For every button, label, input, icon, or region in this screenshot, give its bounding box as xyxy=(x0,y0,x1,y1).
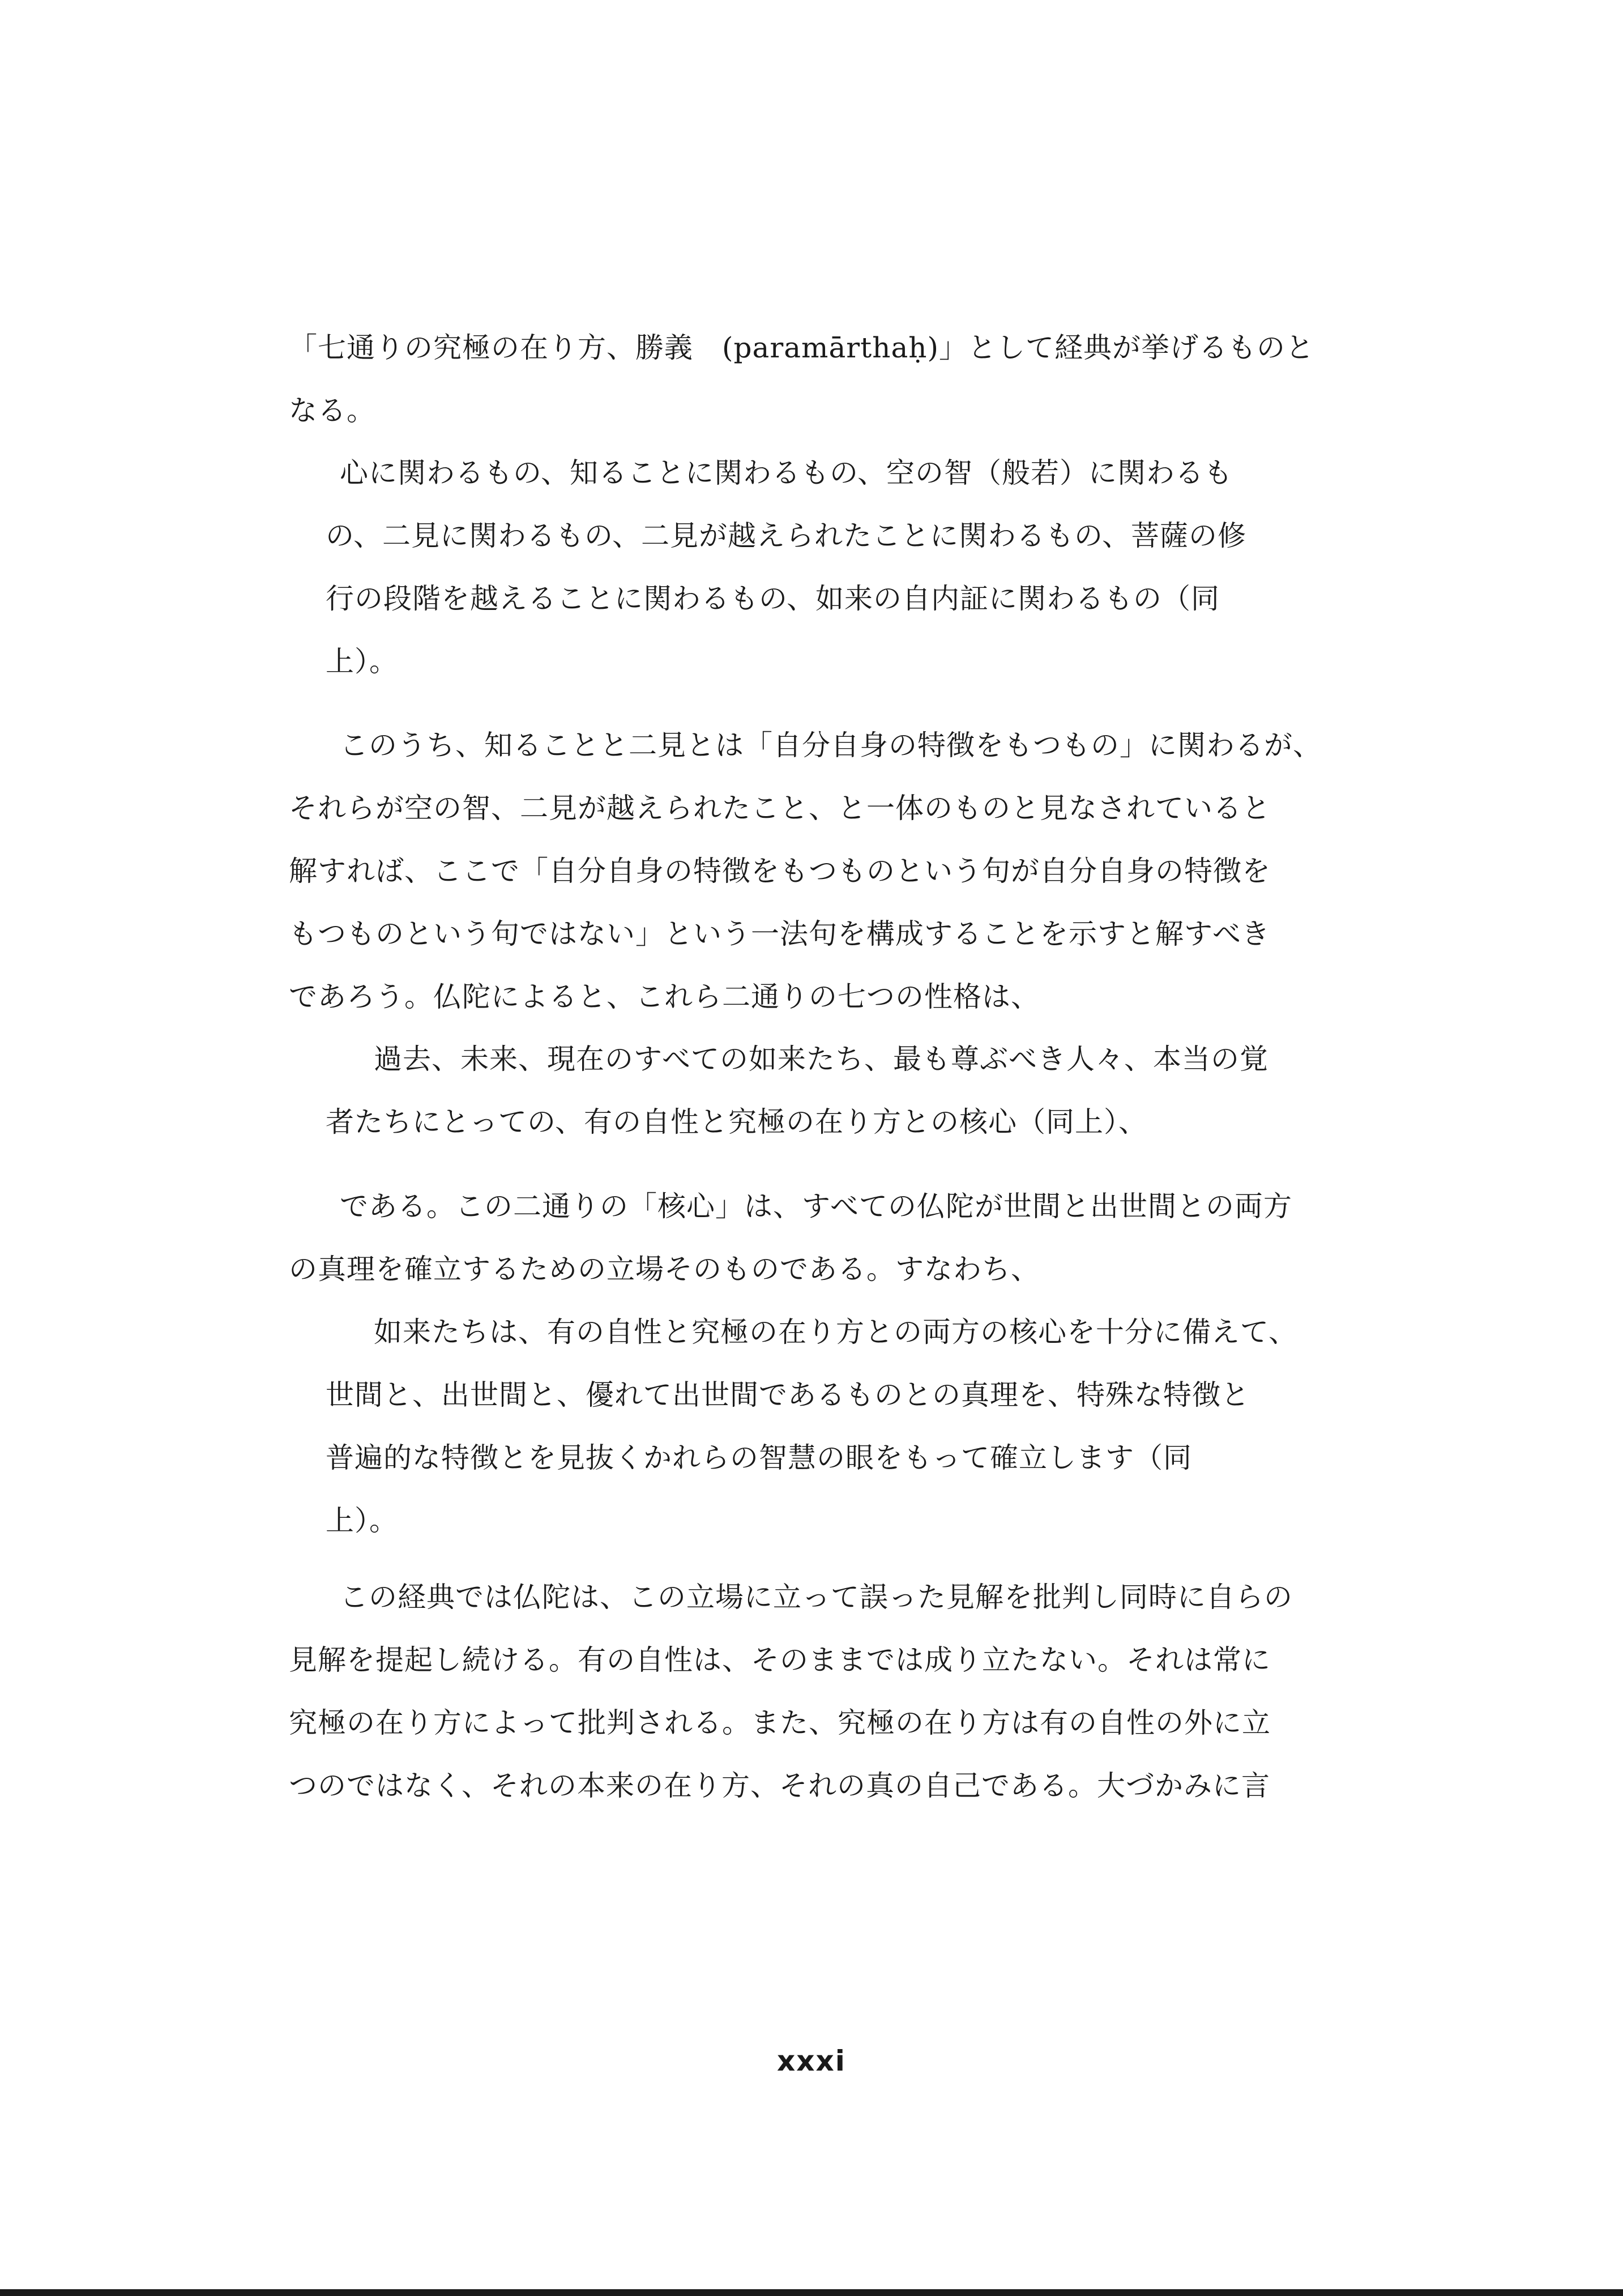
quote-line: 心に関わるもの、知ることに関わるもの、空の智（般若）に関わるも xyxy=(340,456,1233,489)
quote-line: 上）。 xyxy=(326,645,398,678)
text-line: なる。 xyxy=(289,394,375,427)
text-line: である。この二通りの「核心」は、すべての仏陀が世間と出世間との両方 xyxy=(340,1190,1292,1223)
text-line: つのではなく、それの本来の在り方、それの真の自己である。大づかみに言 xyxy=(289,1769,1270,1802)
quote-line: 過去、未来、現在のすべての如来たち、最も尊ぶべき人々、本当の覚 xyxy=(374,1043,1268,1076)
quote-line: 者たちにとっての、有の自性と究極の在り方との核心（同上）、 xyxy=(326,1106,1147,1138)
bottom-border xyxy=(0,2289,1623,2296)
quote-line: 行の段階を越えることに関わるもの、如来の自内証に関わるもの（同 xyxy=(326,582,1220,615)
text-line: 見解を提起し続ける。有の自性は、そのままでは成り立たない。それは常に xyxy=(289,1644,1271,1676)
text-line: 究極の在り方によって批判される。また、究極の在り方は有の自性の外に立 xyxy=(289,1706,1271,1739)
quote-line: 上）。 xyxy=(326,1504,398,1537)
quote-line: 普遍的な特徴とを見抜くかれらの智慧の眼をもって確立します（同 xyxy=(326,1441,1192,1474)
text-line: もつものという句ではない」という一法句を構成することを示すと解すべき xyxy=(289,917,1270,950)
quote-line: の、二見に関わるもの、二見が越えられたことに関わるもの、菩薩の修 xyxy=(326,519,1246,552)
text-line: それらが空の智、二見が越えられたこと、と一体のものと見なされていると xyxy=(289,792,1271,825)
quote-line: 如来たちは、有の自性と究極の在り方との両方の核心を十分に備えて、 xyxy=(374,1316,1297,1348)
text-line: 解すれば、ここで「自分自身の特徴をもつものという句が自分自身の特徴を xyxy=(289,855,1271,887)
text-line: この経典では仏陀は、この立場に立って誤った見解を批判し同時に自らの xyxy=(340,1581,1293,1614)
text-line: 「七通りの究極の在り方、勝義 (paramārthaḥ)」として経典が挙げるものと xyxy=(289,331,1314,364)
text-line: このうち、知ることと二見とは「自分自身の特徴をもつもの」に関わるが、 xyxy=(340,729,1322,762)
text-line: の真理を確立するための立場そのものである。すなわち、 xyxy=(289,1253,1040,1286)
page-number: xxxi xyxy=(777,2045,846,2077)
quote-line: 世間と、出世間と、優れて出世間であるものとの真理を、特殊な特徴と xyxy=(326,1379,1250,1411)
text-line: であろう。仏陀によると、これら二通りの七つの性格は、 xyxy=(289,980,1040,1013)
